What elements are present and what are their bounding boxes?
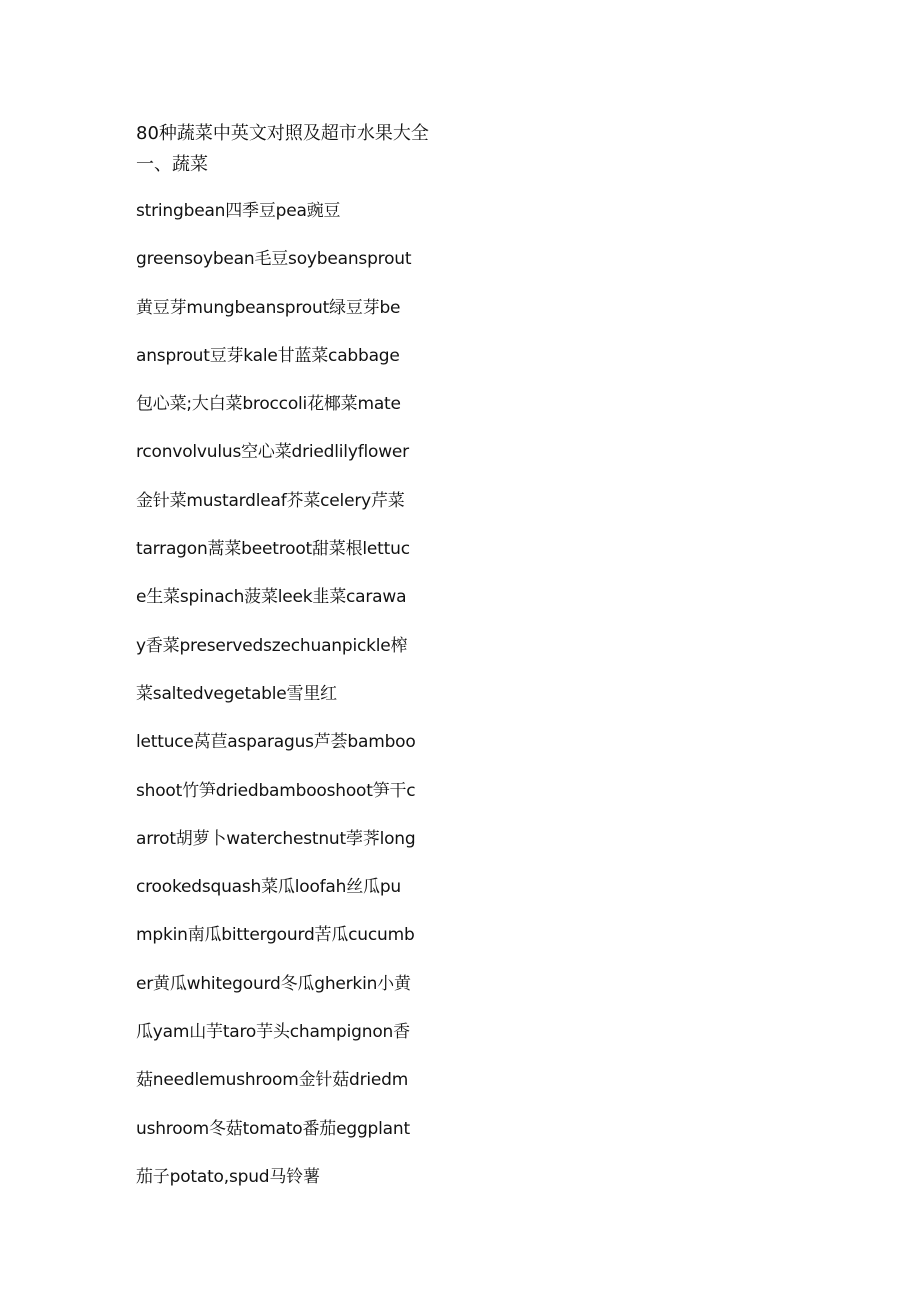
text-line: ushroom冬菇tomato番茄eggplant bbox=[136, 1118, 410, 1139]
text-line: 包心菜;大白菜broccoli花椰菜mate bbox=[136, 394, 401, 415]
text-line: ansprout豆芽kale甘蓝菜cabbage bbox=[136, 345, 400, 366]
text-line: crookedsquash菜瓜loofah丝瓜pu bbox=[136, 877, 401, 898]
document-title: 80种蔬菜中英文对照及超市水果大全一、蔬菜 bbox=[136, 123, 429, 175]
text-line: greensoybean毛豆soybeansprout bbox=[136, 249, 412, 270]
text-line: 菇needlemushroom金针菇driedm bbox=[136, 1070, 409, 1091]
text-line: rconvolvulus空心菜driedlilyflower bbox=[136, 442, 409, 463]
text-line: 黄豆芽mungbeansprout绿豆芽be bbox=[136, 297, 401, 318]
text-line: 茄子potato,spud马铃薯 bbox=[136, 1166, 320, 1187]
text-line: 菜saltedvegetable雪里红 bbox=[136, 683, 337, 704]
text-line: e生菜spinach菠菜leek韭菜carawa bbox=[136, 587, 407, 608]
vocabulary-list bbox=[136, 197, 416, 1211]
text-line: shoot竹笋driedbambooshoot笋干c bbox=[136, 780, 416, 801]
text-line: y香菜preservedszechuanpickle榨 bbox=[136, 635, 408, 656]
text-line: stringbean四季豆pea豌豆 bbox=[136, 201, 341, 221]
text-line: 瓜yam山芋taro芋头champignon香 bbox=[136, 1022, 410, 1043]
text-line: er黄瓜whitegourd冬瓜gherkin小黄 bbox=[136, 973, 411, 994]
text-line: arrot胡萝卜waterchestnut荸荠long bbox=[136, 828, 416, 849]
text-line: tarragon蒿菜beetroot甜菜根lettuc bbox=[136, 539, 410, 560]
text-line: mpkin南瓜bittergourd苦瓜cucumb bbox=[136, 925, 415, 946]
text-line: lettuce莴苣asparagus芦荟bamboo bbox=[136, 732, 416, 753]
text-line: 金针菜mustardleaf芥菜celery芹菜 bbox=[136, 490, 405, 511]
